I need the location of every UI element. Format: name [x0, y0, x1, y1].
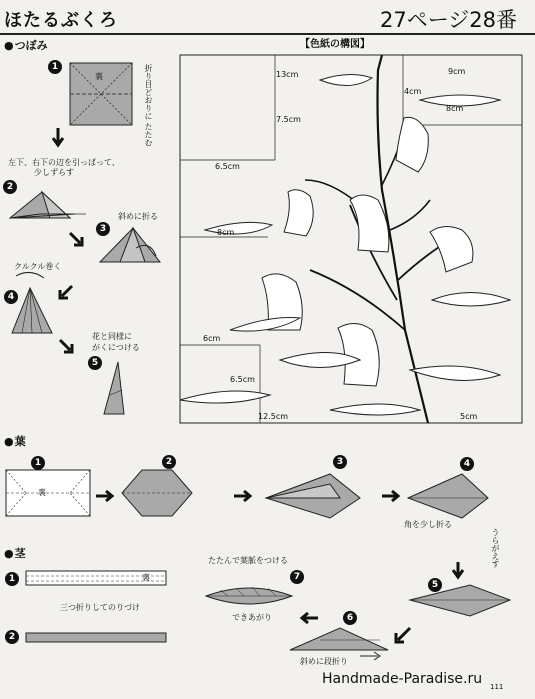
measurement-label: 6.5cm: [215, 162, 240, 171]
composition-board: [180, 55, 522, 423]
arrow-down-icon: [53, 128, 63, 145]
step-badge: 6: [343, 611, 357, 625]
bud-step2-shape: [10, 192, 86, 218]
square-label: 裏: [95, 72, 103, 81]
bud-step5-note: がくにつける: [92, 343, 140, 352]
step-badge: 3: [96, 222, 110, 236]
measurement-label: 8cm: [446, 104, 464, 113]
measurement-label: 4cm: [404, 87, 422, 96]
site-watermark: Handmade-Paradise.ru: [322, 671, 483, 687]
arrow-down-icon: [453, 562, 463, 577]
leaf-flip-note: うらがえす: [491, 528, 500, 568]
bud-step4-note: クルクル巻く: [14, 262, 62, 271]
step-badge: 1: [31, 456, 45, 470]
step-badge: 2: [162, 455, 176, 469]
leaf-back-label: 裏: [38, 488, 46, 497]
bud-step3-shape: [100, 228, 160, 262]
measurement-label: 13cm: [276, 70, 299, 79]
bud-step3-note: 斜めに折る: [118, 212, 158, 221]
page-title: ほたるぶくろ: [4, 10, 118, 31]
section-title-leaf: ● 葉: [4, 433, 26, 449]
step-badge: 7: [290, 570, 304, 584]
step-badge: 1: [48, 60, 62, 74]
measurement-label: 12.5cm: [258, 412, 289, 421]
section-title-bud: ● つぼみ: [4, 37, 48, 53]
leaf-step6-shape: [290, 628, 388, 660]
measurement-label: 8cm: [217, 228, 235, 237]
leaf-corner-note: 角を少し折る: [404, 520, 452, 529]
measurement-label: 7.5cm: [276, 115, 301, 124]
bud-step4-shape: [12, 272, 52, 333]
step-badge: 4: [460, 457, 474, 471]
step-badge: 2: [5, 630, 19, 644]
measurement-label: 6cm: [203, 334, 221, 343]
leaf-step3-shape: [266, 474, 360, 518]
bud-step1-note: 折り目どおりに たたむ: [144, 64, 153, 147]
arrow-right-icon: [382, 491, 398, 501]
page-reference: 27ページ28番: [380, 8, 518, 32]
leaf-step4-shape: [408, 474, 488, 518]
leaf-step1-shape: [6, 470, 90, 516]
measurement-label: 5cm: [460, 412, 478, 421]
bud-step5-shape: [104, 362, 124, 414]
leaf-done-note: できあがり: [232, 613, 272, 622]
composition-title: 【色紙の構図】: [300, 39, 370, 50]
bud-step2-note: 少しずらす: [34, 168, 74, 177]
arrow-diagonal-icon: [60, 286, 72, 298]
stem-back-label: 裏: [142, 573, 150, 582]
step-badge: 3: [333, 455, 347, 469]
step-badge: 4: [4, 290, 18, 304]
step-badge: 5: [428, 578, 442, 592]
leaf-step5-shape: [410, 585, 510, 616]
arrow-diagonal-icon: [396, 628, 410, 642]
stem-fold-note: 三つ折りしてのりづけ: [60, 603, 140, 612]
leaf-step2-shape: [122, 470, 192, 516]
arrow-diagonal-icon: [60, 340, 72, 352]
leaf-diagonal-note: 斜めに段折り: [300, 657, 348, 666]
leaf-veins-note: たたんで葉脈をつける: [208, 556, 288, 565]
leaf-step7-shape: [206, 587, 292, 604]
step-badge: 1: [5, 572, 19, 586]
step-badge: 2: [3, 180, 17, 194]
page-number: 111: [490, 683, 504, 691]
arrow-diagonal-icon: [70, 233, 82, 245]
bud-step2-note: 左下、右下の辺を引っぱって、: [8, 158, 120, 167]
arrow-left-icon: [302, 613, 318, 623]
section-title-stem: ● 茎: [4, 545, 26, 561]
bud-step5-note: 花と同様に: [92, 332, 132, 341]
step-badge: 5: [88, 356, 102, 370]
arrow-right-icon: [234, 491, 250, 501]
arrow-right-icon: [96, 491, 112, 501]
measurement-label: 9cm: [448, 67, 466, 76]
measurement-label: 6.5cm: [230, 375, 255, 384]
stem-step2-shape: [26, 633, 166, 642]
